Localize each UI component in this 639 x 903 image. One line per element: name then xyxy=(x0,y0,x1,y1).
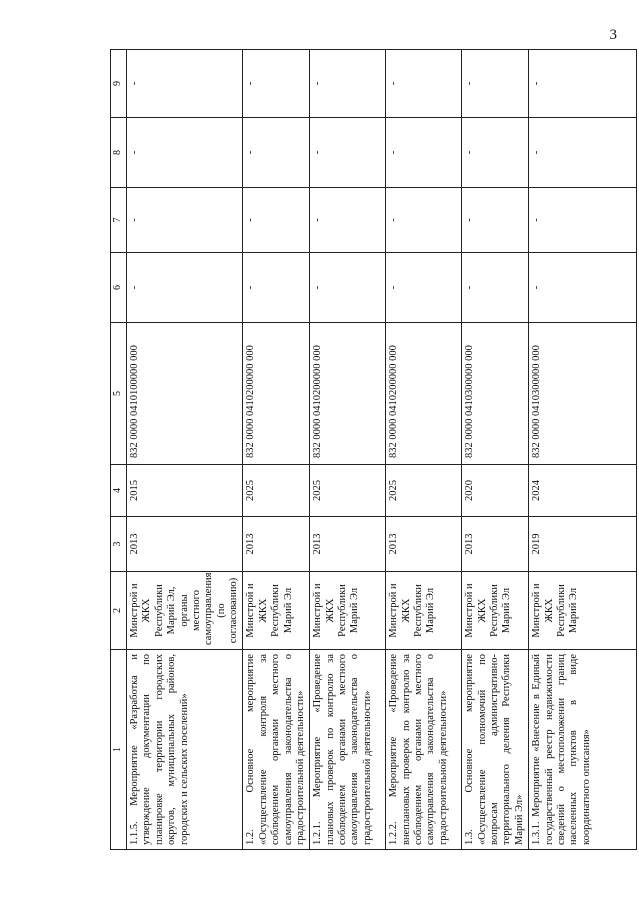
executor: Минстрой и ЖКХ Республики Марий Эл xyxy=(386,572,462,650)
activity-name: 1.2.1. Мероприятие «Проведение плановых проверок по контролю за соблюдением органами местного самоуправления законодательства о градостроительной деятельности» xyxy=(310,650,386,850)
budget-code: 832 0000 0410100000 000 xyxy=(127,323,243,465)
budget-code: 832 0000 0410200000 000 xyxy=(310,323,386,465)
table-row xyxy=(386,50,462,850)
value-col-8: - xyxy=(243,118,310,188)
value-col-7: - xyxy=(243,188,310,253)
col-header-2: 2 xyxy=(111,572,127,650)
value-col-9: - xyxy=(529,50,637,118)
start-year: 2013 xyxy=(310,517,386,572)
value-col-6: - xyxy=(386,253,462,323)
budget-code: 832 0000 0410200000 000 xyxy=(386,323,462,465)
value-col-6: - xyxy=(243,253,310,323)
value-col-9: - xyxy=(462,50,529,118)
value-col-7: - xyxy=(462,188,529,253)
value-col-7: - xyxy=(310,188,386,253)
start-year: 2013 xyxy=(462,517,529,572)
value-col-8: - xyxy=(386,118,462,188)
value-col-8: - xyxy=(462,118,529,188)
executor: Минстрой и ЖКХ Республики Марий Эл, органы местного самоуправления (по согласованию) xyxy=(127,572,243,650)
end-year: 2015 xyxy=(127,465,243,517)
executor: Минстрой и ЖКХ Республики Марий Эл xyxy=(243,572,310,650)
end-year: 2025 xyxy=(310,465,386,517)
value-col-9: - xyxy=(310,50,386,118)
start-year: 2019 xyxy=(529,517,637,572)
start-year: 2013 xyxy=(127,517,243,572)
table-row xyxy=(462,50,529,850)
col-header-1: 1 xyxy=(111,650,127,850)
value-col-6: - xyxy=(310,253,386,323)
page-number: 3 xyxy=(609,27,617,43)
activity-name: 1.3.1. Мероприятие «Внесение в Единый государственный реестр недвижимости сведений о местоположении границ населенных пунктов в виде координатного описания» xyxy=(529,650,637,850)
table-row xyxy=(243,50,310,850)
end-year: 2025 xyxy=(243,465,310,517)
executor: Минстрой и ЖКХ Республики Марий Эл xyxy=(462,572,529,650)
col-header-8: 8 xyxy=(111,118,127,188)
rotated-table-container xyxy=(110,50,602,850)
executor: Минстрой и ЖКХ Республики Марий Эл xyxy=(310,572,386,650)
end-year: 2020 xyxy=(462,465,529,517)
table-row xyxy=(310,50,386,850)
value-col-7: - xyxy=(386,188,462,253)
col-header-7: 7 xyxy=(111,188,127,253)
col-header-6: 6 xyxy=(111,253,127,323)
value-col-8: - xyxy=(529,118,637,188)
value-col-6: - xyxy=(529,253,637,323)
value-col-9: - xyxy=(386,50,462,118)
activity-name: 1.1.5. Мероприятие «Разработка и утверждение документации по планировке территории городских округов, муниципальных районов, городских и сельских поселений» xyxy=(127,650,243,850)
budget-code: 832 0000 0410300000 000 xyxy=(529,323,637,465)
value-col-6: - xyxy=(127,253,243,323)
col-header-4: 4 xyxy=(111,465,127,517)
value-col-8: - xyxy=(127,118,243,188)
col-header-5: 5 xyxy=(111,323,127,465)
budget-code: 832 0000 0410300000 000 xyxy=(462,323,529,465)
table-row xyxy=(127,50,243,850)
activity-name: 1.2. Основное мероприятие «Осуществление контроля за соблюдением органами местного самоуправления законодательства о градостроительной деятельности» xyxy=(243,650,310,850)
value-col-6: - xyxy=(462,253,529,323)
program-table xyxy=(110,49,637,850)
start-year: 2013 xyxy=(243,517,310,572)
value-col-9: - xyxy=(127,50,243,118)
executor: Минстрой и ЖКХ Республики Марий Эл xyxy=(529,572,637,650)
column-number-row xyxy=(111,50,127,850)
value-col-7: - xyxy=(127,188,243,253)
table-row xyxy=(529,50,637,850)
value-col-8: - xyxy=(310,118,386,188)
activity-name: 1.3. Основное мероприятие «Осуществление полномочий по вопросам административно-территориального деления Республики Марий Эл» xyxy=(462,650,529,850)
end-year: 2024 xyxy=(529,465,637,517)
budget-code: 832 0000 0410200000 000 xyxy=(243,323,310,465)
col-header-9: 9 xyxy=(111,50,127,118)
col-header-3: 3 xyxy=(111,517,127,572)
start-year: 2013 xyxy=(386,517,462,572)
value-col-7: - xyxy=(529,188,637,253)
end-year: 2025 xyxy=(386,465,462,517)
value-col-9: - xyxy=(243,50,310,118)
activity-name: 1.2.2. Мероприятие «Проведение внеплановых проверок по контролю за соблюдением органами местного самоуправления законодательства о градостроительной деятельности» xyxy=(386,650,462,850)
